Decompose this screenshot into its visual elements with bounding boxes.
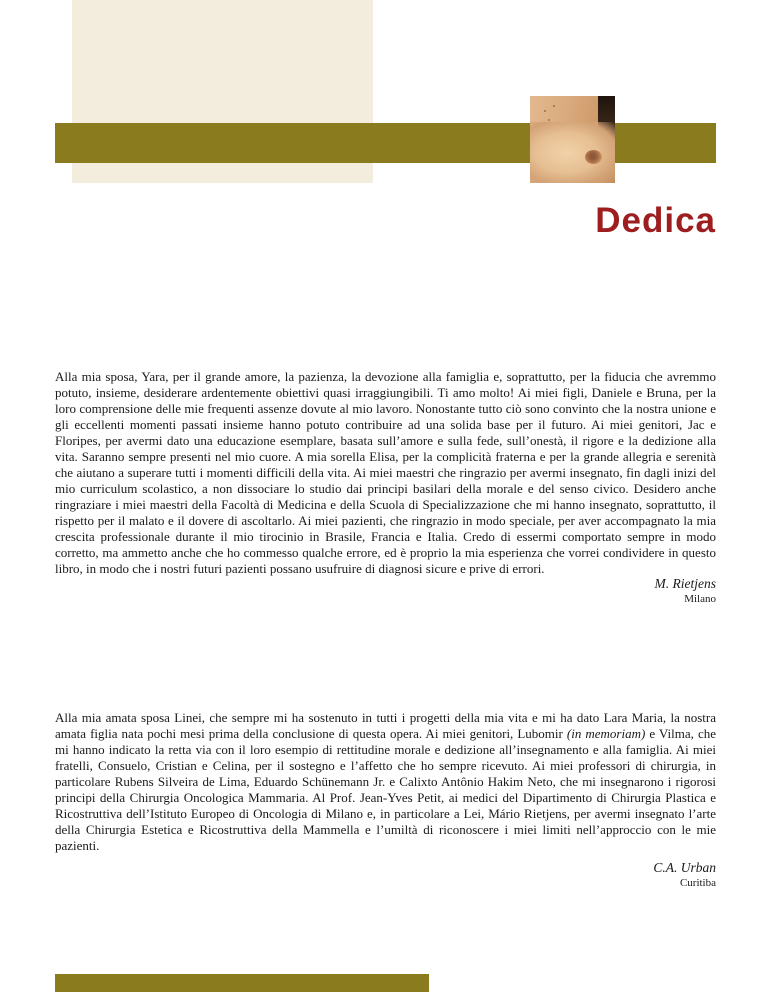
in-memoriam-italic: (in memoriam)	[566, 726, 646, 741]
page-title: Dedica	[595, 201, 716, 240]
paragraph-2-text-continued: e Vilma, che mi hanno indicato la retta via con il loro esempio di rettitudine morale e dedizione all’insegnamento e alla famiglia. Ai miei fratelli, Consuelo, Cristian e Celina, per il sostegno e l’affetto che ho sempre ricevuto. Ai miei professori di chirurgia, in particolare Rubens Silveira de Lima, Eduardo Schünemann Jr. e Calixto Antônio Hakim Neto, che mi insegnarono i rigorosi principi della Chirurgia Oncologica Mammaria. Al Prof. Jean-Yves Petit, ai medici del Dipartimento di Chirurgia Plastica e Ricostruttiva dell’Istituto Europeo di Oncologia di Milano e, in particolare a Lei, Mário Rietjens, per avermi insegnato l’arte della Chirurgia Estetica e Ricostruttiva della Mammella e l’umiltà di riconoscere i miei limiti nell’approccio con le mie pazienti.	[55, 726, 716, 853]
breast-photo	[530, 96, 615, 183]
footer-band	[55, 974, 429, 992]
signature-place-2: Curitiba	[679, 877, 716, 889]
dedication-paragraph-1: Alla mia sposa, Yara, per il grande amore, la pazienza, la devozione alla famiglia e, soprattutto, per la fiducia che avremmo potuto, insieme, desiderare ardentemente obiettivi quasi irraggiungibili. Ti amo molto! Ai miei figli, Daniele e Bruna, per la loro comprensione delle mie frequenti assenze dovute al mio lavoro. Nonostante tutto ciò sono convinto che la nostra unione e gli eccellenti momenti passati insieme hanno potuto contribuire ad una solida base per il futuro. Ai miei genitori, Jac e Floripes, per avermi dato una educazione esemplare, basata sull’amore e sulla fede, sull’onestà, il rigore e la dedizione alla vita. Saranno sempre presenti nel mio cuore. A mia sorella Elisa, per la complicità fraterna e per la grande allegria e serenità che aiutano a superare tutti i momenti difficili della vita. Ai miei maestri che ringrazio per avermi insegnato, fin dagli inizi del mio curriculum scolastico, a non dissociare lo studio dai principi basilari della morale e del senso civico. Desidero anche ringraziare i miei maestri della Facoltà di Medicina e della Scuola di Specializzazione che mi hanno insegnato, soprattutto, il rispetto per il malato e il dovere di ascoltarlo. Ai miei pazienti, che ringrazio in modo speciale, per aver accompagnato la mia crescita professionale durante il mio tirocinio in Brasile, Francia e Italia. Credo di essermi comportato sempre in modo corretto, ma ammetto anche che ho commesso qualche errore, ed è proprio la mia esperienza che vorrei condividere in questo libro, in modo che i nostri futuri pazienti possano usufruire di diagnosi sicure e prive di errori.	[55, 369, 716, 576]
header-band	[55, 123, 716, 163]
signature-1: M. Rietjens	[654, 576, 716, 591]
paragraph-2-text: Alla mia amata sposa Linei, che sempre mi ha sostenuto in tutti i progetti della mia vita e mi ha dato Lara Maria, la nostra amata figlia nata pochi mesi prima della conclusione di questa opera. Ai miei genitori, Lubomir	[55, 710, 716, 741]
signature-2: C.A. Urban	[653, 860, 716, 875]
areola-detail	[585, 150, 602, 164]
skin-detail-dots	[544, 110, 546, 112]
dedication-paragraph-2	[55, 710, 716, 854]
signature-place-1: Milano	[684, 593, 716, 605]
breast-shape	[530, 122, 615, 183]
